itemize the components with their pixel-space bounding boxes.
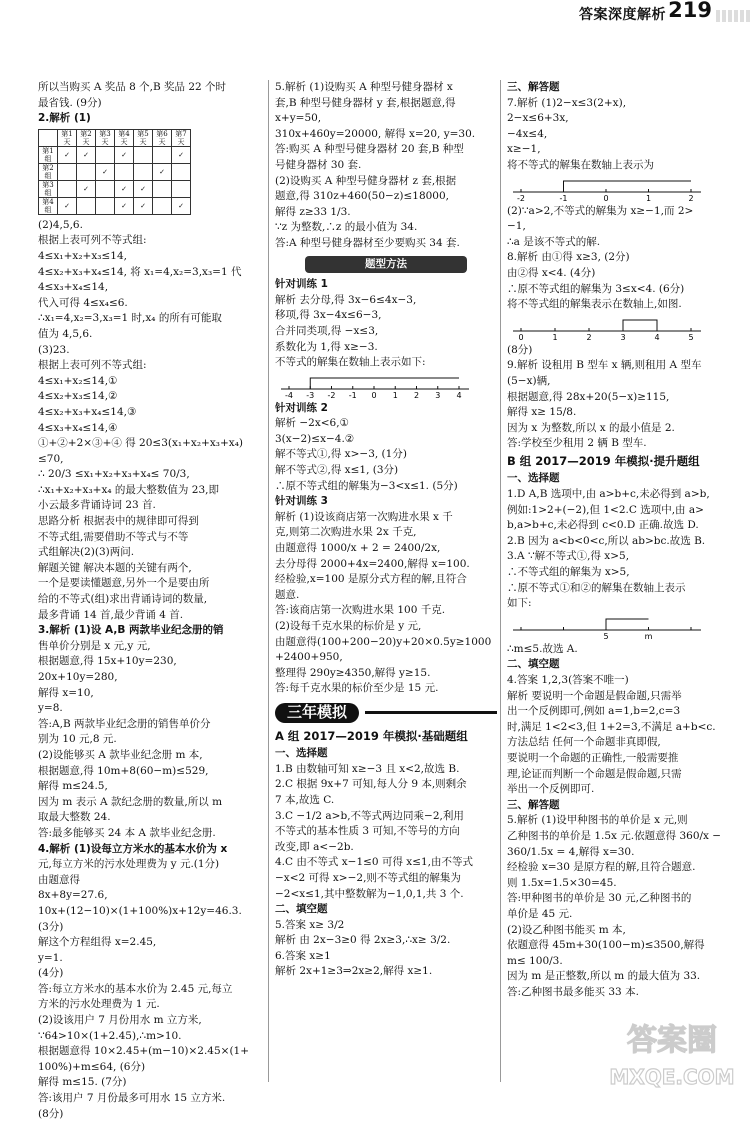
- col1-line: y=1.: [38, 951, 63, 964]
- table-cell: ✓: [58, 197, 77, 214]
- col1-line: 代入可得 4≤x₄≤6.: [38, 296, 128, 309]
- col1-line: 答:该用户 7 月份最多可用水 15 立方米.: [38, 1092, 226, 1105]
- table-cell: [153, 146, 172, 163]
- col1-line: ∵64>10×(1+2.45),∴m>10.: [38, 1029, 182, 1042]
- column-middle: [268, 80, 497, 1082]
- table-cell: ✓: [115, 180, 134, 197]
- solution-range: [606, 619, 649, 630]
- col3-line: 2−x≤6+3x,: [507, 112, 569, 125]
- col2-line: 答:A 种型号健身器材至少要购买 34 套.: [275, 236, 460, 249]
- table-header-cell: 第1天: [58, 129, 77, 146]
- col2-line: 由题意得(100+200−20)y+20×0.5y≥1000: [275, 635, 492, 648]
- axis-tick-label: 3: [620, 332, 626, 342]
- col2-line: 改变,即 a<−2b.: [275, 840, 354, 853]
- col3-line: 经检验 x=30 是原方程的解,且符合题意.: [507, 861, 696, 874]
- table-cell: [172, 180, 191, 197]
- three-year-label: 三年模拟: [275, 703, 359, 723]
- table-cell: [115, 163, 134, 180]
- col1-line: 根据题意得 10×2.45+(m−10)×2.45×(1+: [38, 1045, 250, 1058]
- col2-line: 答:每千克水果的标价至少是 15 元.: [275, 682, 439, 695]
- col2-line: 二、填空题: [275, 903, 328, 916]
- col1-line: 4≤x₁+x₂+x₃≤14,: [38, 249, 127, 262]
- table-cell: [153, 180, 172, 197]
- col1-line: (2)设能够买 A 款毕业纪念册 m 本,: [38, 748, 203, 761]
- col2-line: 移项,得 3x−4x≤6−3,: [275, 309, 382, 322]
- table-cell: ✓: [134, 180, 153, 197]
- col2-line: 310x+460y=20000, 解得 x=20, y=30.: [275, 127, 476, 140]
- col1-line: 答:最多能够买 24 本 A 款毕业纪念册.: [38, 826, 216, 839]
- col1-line: 式组解决(2)(3)两问.: [38, 546, 135, 559]
- col2-line: A 组 2017—2019 年模拟·基础题组: [275, 728, 468, 743]
- col2-line: 答:购买 A 种型号健身器材 20 套,B 种型: [275, 143, 464, 156]
- col3-line: 例如:1>2+(−2),但 1<2.C 选项中,由 a>: [507, 503, 704, 516]
- col3-line: 3.A ∵解不等式①,得 x>5,: [507, 550, 630, 563]
- header-title: 答案深度解析: [579, 7, 666, 23]
- col3-line: 如下:: [507, 597, 532, 610]
- table-cell: [58, 180, 77, 197]
- axis-tick-label: m: [644, 631, 653, 641]
- col3-line: (2)设乙种图书能买 m 本,: [507, 923, 626, 936]
- col2-line: 2.C 根据 9x+7 可知,每人分 9 本,则剩余: [275, 778, 467, 791]
- col2-line: 号健身器材 30 套.: [275, 158, 362, 171]
- col3-line: 三、解答题: [507, 81, 560, 93]
- col1-line: 解得 m≤24.5,: [38, 780, 108, 793]
- col1-line: ①+②+2×③+④ 得 20≤3(x₁+x₂+x₃+x₄): [38, 437, 243, 450]
- col3-line: 8.解析 由①得 x≥3, (2分): [507, 251, 630, 264]
- col2-line: 合并同类项,得 −x≤3,: [275, 324, 379, 337]
- col1-line: 最多背诵 14 首,最少背诵 4 首.: [38, 608, 184, 621]
- col2-line: 解析 去分母,得 3x−6≤4x−3,: [275, 293, 417, 306]
- table-cell: ✓: [77, 146, 96, 163]
- table-header-cell: 第5天: [134, 129, 153, 146]
- col2-line: 5.答案 x≥ 3/2: [275, 918, 345, 931]
- col2-line: (2)设每千克水果的标价是 y 元,: [275, 620, 422, 632]
- col1-line: 小云最多背诵诗词 23 首.: [38, 499, 156, 512]
- table-cell: [134, 163, 153, 180]
- col1-line: 值为 4,5,6.: [38, 327, 93, 340]
- table-header-cell: [39, 129, 58, 146]
- axis-tick-label: -4: [285, 390, 293, 400]
- col3-line: 答:乙种图书最多能买 33 本.: [507, 985, 639, 998]
- col2-line: 3(x−2)≤x−4.②: [275, 432, 355, 445]
- col2-line: 7 本,故选 C.: [275, 793, 335, 806]
- col3-line: 答:甲种图书的单价是 30 元,乙种图书的: [507, 892, 692, 905]
- method-banner: 题型方法: [305, 256, 467, 274]
- col3-line: (8分): [507, 343, 533, 356]
- number-line-q8: [507, 315, 707, 341]
- column-left: [38, 80, 260, 1120]
- col3-line: ∴原不等式组的解集为 3≤x<4. (6分): [507, 282, 685, 295]
- axis-tick-label: -1: [348, 390, 357, 400]
- axis-tick-label: 1: [645, 193, 652, 203]
- col3-line: 360/1.5x = 4,解得 x=30.: [507, 845, 635, 858]
- col2-line: 4.C 由不等式 x−1≤0 可得 x≤1,由不等式: [275, 856, 474, 869]
- number-line-b3: [507, 614, 707, 640]
- col3-line: 乙种图书的单价是 1.5x 元.依题意得 360/x −: [507, 829, 722, 842]
- axis-tick-label: -2: [327, 390, 336, 400]
- axis-tick-label: 0: [603, 193, 609, 203]
- table-header-cell: 第2天: [77, 129, 96, 146]
- table-cell: ✓: [172, 197, 191, 214]
- schedule-table: [38, 129, 191, 215]
- col2-line: 由题意得 1000/x + 2 = 2400/2x,: [275, 542, 441, 555]
- col1-line: 3.解析 (1)设 A,B 两款毕业纪念册的销: [38, 624, 224, 637]
- col2-line: +2400+950,: [275, 651, 343, 664]
- col2-line: −x<2 可得 x>−2,则不等式组的解集为: [275, 871, 461, 884]
- col1-line: 别为 10 元,8 元.: [38, 733, 117, 746]
- col2-line: 1.B 由数轴可知 x≥−3 且 x<2,故选 B.: [275, 762, 460, 775]
- col1-line: 所以当购买 A 奖品 8 个,B 奖品 22 个时: [38, 81, 227, 93]
- table-cell: ✓: [134, 197, 153, 214]
- col1-line: 由题意得: [38, 873, 80, 886]
- col3-line: (2)∵a>2,不等式的解集为 x≥−1,而 2>: [507, 204, 694, 217]
- col2-line: 解不等式①,得 x>−3, (1分): [275, 448, 407, 461]
- col2-line: 3.C −1/2 a>b,不等式两边同乘−2,利用: [275, 809, 464, 822]
- col2-line: 解析 2x+1≥3⇒2x≥2,解得 x≥1.: [275, 965, 433, 978]
- col1-line: 根据上表可列不等式组:: [38, 234, 147, 247]
- col3-line: 单价是 45 元.: [507, 907, 573, 920]
- col1-line: 4≤x₁+x₂≤14,①: [38, 374, 118, 387]
- table-cell: [172, 163, 191, 180]
- table-header-cell: 第6天: [153, 129, 172, 146]
- col1-line: 根据题意,得 10m+8(60−m)≤529,: [38, 764, 209, 777]
- table-cell: [77, 197, 96, 214]
- col3-line: x≥−1,: [507, 143, 541, 156]
- col1-line: 不等式组,需要借助不等式与不等: [38, 530, 189, 543]
- col3-line: 依题意得 45m+30(100−m)≤3500,解得: [507, 939, 705, 952]
- col2-line: 经检验,x=100 是原分式方程的解,且符合: [275, 573, 467, 586]
- col1-line: 方米的污水处理费为 1 元.: [38, 998, 160, 1011]
- col2-line: ∵z 为整数,∴z 的最小值为 34.: [275, 221, 418, 234]
- axis-tick-label: 2: [688, 193, 694, 203]
- col2-line: 去分母得 2000+4x=2400,解得 x=100.: [275, 557, 470, 570]
- col1-line: ∴x₁=4,x₂=3,x₃=1 时,x₄ 的所有可能取: [38, 312, 222, 325]
- axis-tick-label: 4: [654, 332, 660, 342]
- col1-line: 4≤x₂+x₃≤14,②: [38, 390, 118, 403]
- col1-line: 解得 m≤15. (7分): [38, 1076, 127, 1089]
- col3-line: 根据题意,得 28x+20(5−x)≥115,: [507, 390, 670, 403]
- col2-line: (2)设购买 A 种型号健身器材 z 套,根据: [275, 174, 457, 187]
- table-cell: ✓: [58, 146, 77, 163]
- table-cell: ✓: [115, 146, 134, 163]
- axis-tick-label: -1: [559, 193, 568, 203]
- col3-line: 时,满足 1<2<3,但 1+2=3,不满足 a+b<c.: [507, 720, 716, 733]
- header-decoration: [716, 10, 750, 22]
- col1-line: 因为 m 表示 A 款纪念册的数量,所以 m: [38, 795, 223, 808]
- col3-line: 一、选择题: [507, 472, 560, 485]
- col3-line: 将不等式组的解集表示在数轴上,如图.: [507, 298, 682, 311]
- table-cell: [153, 197, 172, 214]
- axis-tick-label: 0: [371, 390, 377, 400]
- col3-line: 解得 x≥ 15/8.: [507, 406, 577, 419]
- axis-tick-label: 4: [456, 390, 462, 400]
- col3-line: 7.解析 (1)2−x≤3(2+x),: [507, 96, 627, 109]
- page-header: [0, 0, 750, 32]
- col1-line: 售单价分别是 x 元,y 元,: [38, 639, 151, 652]
- col3-line: 方法总结 任何一个命题非真即假,: [507, 736, 661, 749]
- col2-line: 答:该商店第一次购进水果 100 千克.: [275, 604, 446, 617]
- col1-line: 思路分析 根据表中的规律即可得到: [38, 515, 199, 528]
- col1-line: 100%)+m≤64, (6分): [38, 1060, 146, 1073]
- col1-line: ∴ 20/3 ≤x₁+x₂+x₃+x₄≤ 70/3,: [38, 468, 190, 481]
- col2-line: 解不等式②,得 x≤1, (3分): [275, 464, 399, 477]
- col3-line: 因为 x 为整数,所以 x 的最小值是 2.: [507, 421, 675, 434]
- col2-line: 5.解析 (1)设购买 A 种型号健身器材 x: [275, 81, 453, 93]
- col2-line: 克,则第二次购进水果 2x 千克,: [275, 526, 417, 539]
- col3-line: 因为 m 是正整数,所以 m 的最大值为 33.: [507, 970, 701, 983]
- col1-line: 根据上表可列不等式组:: [38, 359, 147, 372]
- col3-line: b,a>b+c,未必得到 c<0.D 正确.故选 D.: [507, 519, 699, 532]
- solution-range: [564, 181, 692, 192]
- col1-line: 答:每立方米水的基本水价为 2.45 元,每立: [38, 982, 233, 995]
- col3-line: 则 1.5x=1.5×30=45.: [507, 876, 617, 889]
- col3-line: −4x≤4,: [507, 127, 548, 140]
- solution-range: [623, 320, 657, 331]
- axis-tick-label: 5: [688, 332, 694, 342]
- col3-line: 5.解析 (1)设甲种图书的单价是 x 元,则: [507, 814, 688, 827]
- col1-line: 解题关键 解决本题的关键有两个,: [38, 561, 192, 574]
- axis-tick-label: 2: [413, 390, 420, 400]
- col1-line: 根据题意,得 15x+10y=230,: [38, 655, 177, 668]
- col3-line: 2.B 因为 a<b<0<c,所以 ab>bc.故选 B.: [507, 534, 706, 547]
- col1-line: 一个是要读懂题意,另外一个是要由所: [38, 577, 210, 590]
- col2-line: 套,B 种型号健身器材 y 套,根据题意,得: [275, 96, 456, 109]
- table-row-label: 第2组: [39, 163, 58, 180]
- col3-line: 答:学校至少租用 2 辆 B 型车.: [507, 437, 647, 450]
- col3-line: ∴a 是该不等式的解.: [507, 235, 601, 248]
- col2-line: x+y=50,: [275, 112, 322, 125]
- col3-line: B 组 2017—2019 年模拟·提升题组: [507, 453, 700, 468]
- col2-line: 针对训练 1: [275, 278, 328, 291]
- table-cell: [96, 197, 115, 214]
- col2-line: 题意.: [275, 588, 300, 601]
- col3-line: −1,: [507, 220, 526, 233]
- col1-line: 4≤x₃+x₄≤14,④: [38, 421, 118, 434]
- col3-line: 出一个反例即可,例如 a=1,b=2,c=3: [507, 705, 681, 718]
- banner-rule: [365, 711, 497, 714]
- axis-tick-label: 1: [552, 332, 558, 342]
- solution-range: [310, 378, 459, 389]
- axis-tick-label: 5: [603, 631, 609, 641]
- col3-line: ∴不等式组的解集为 x>5,: [507, 566, 630, 579]
- table-cell: [96, 180, 115, 197]
- col3-line: 9.解析 设租用 B 型车 x 辆,则租用 A 型车: [507, 359, 702, 372]
- axis-tick-label: 3: [435, 390, 441, 400]
- col1-line: ∴x₁+x₂+x₃+x₄ 的最大整数值为 23,即: [38, 483, 219, 496]
- col1-line: 4.解析 (1)设每立方米水的基本水价为 x: [38, 842, 228, 855]
- axis-tick-label: 2: [586, 332, 592, 342]
- table-row-label: 第4组: [39, 197, 58, 214]
- col1-line: 4≤x₃+x₄≤14,: [38, 281, 109, 294]
- table-cell: ✓: [115, 197, 134, 214]
- column-right: [500, 80, 729, 1082]
- col3-line: 1.D A,B 选项中,由 a>b+c,未必得到 a>b,: [507, 488, 710, 501]
- col1-line: (2)4,5,6.: [38, 218, 83, 231]
- table-row-label: 第3组: [39, 180, 58, 197]
- number-line-training1: [275, 373, 475, 399]
- col3-line: 举出一个反例即可.: [507, 783, 595, 796]
- col1-line: 4≤x₂+x₃+x₄≤14,③: [38, 405, 137, 418]
- col2-line: 不等式的解集在数轴上表示如下:: [275, 356, 426, 369]
- col1-line: 最省钱. (9分): [38, 96, 102, 109]
- col2-line: 解析 (1)设该商店第一次购进水果 x 千: [275, 510, 453, 523]
- col3-line: m≤ 100/3.: [507, 954, 563, 967]
- col2-line: 解得 z≥33 1/3.: [275, 205, 351, 218]
- col1-line: (2)设该用户 7 月份用水 m 立方米,: [38, 1014, 202, 1027]
- col3-line: ∴m≤5.故选 A.: [507, 642, 578, 655]
- col2-line: 整理得 290y≥4350,解得 y≥15.: [275, 666, 431, 679]
- table-row-label: 第1组: [39, 146, 58, 163]
- axis-tick-label: -2: [517, 193, 525, 203]
- col2-line: 针对训练 3: [275, 495, 328, 508]
- table-cell: ✓: [96, 163, 115, 180]
- table-cell: ✓: [153, 163, 172, 180]
- axis-tick-label: 0: [518, 332, 524, 342]
- col1-line: (8分): [38, 1107, 64, 1120]
- col2-line: 6.答案 x≥1: [275, 949, 331, 962]
- col1-line: ≤70,: [38, 452, 64, 465]
- table-cell: ✓: [172, 146, 191, 163]
- col1-line: 2.解析 (1): [38, 112, 91, 125]
- col1-line: 取最大整数 24.: [38, 811, 111, 824]
- col3-line: 理,论证而判断一个命题是假命题,只需: [507, 767, 682, 780]
- col3-line: 三、解答题: [507, 798, 560, 811]
- axis-tick-label: 1: [392, 390, 398, 400]
- table-cell: [134, 146, 153, 163]
- table-header-cell: 第4天: [115, 129, 134, 146]
- col1-line: y=8.: [38, 702, 63, 715]
- col1-line: 4≤x₂+x₃+x₄≤14, 将 x₁=4,x₂=3,x₃=1 代: [38, 265, 242, 278]
- col2-line: 一、选择题: [275, 747, 328, 760]
- watermark-line1: 答案圈: [627, 1023, 717, 1058]
- col3-line: ∴原不等式①和②的解集在数轴上表示: [507, 581, 686, 594]
- col3-line: 将不等式的解集在数轴上表示为: [507, 158, 654, 171]
- three-year-banner: [275, 703, 497, 723]
- col1-line: (3分): [38, 920, 64, 933]
- col1-line: 给的不等式(组)求出背诵诗词的数量,: [38, 593, 208, 606]
- table-header-cell: 第3天: [96, 129, 115, 146]
- col3-line: (5−x)辆,: [507, 374, 551, 387]
- table-cell: [58, 163, 77, 180]
- col1-line: 解这个方程组得 x=2.45,: [38, 936, 157, 949]
- col2-line: 不等式的基本性质 3 可知,不等号的方向: [275, 825, 460, 838]
- page-number: 219: [668, 0, 712, 22]
- col2-line: 解析 由 2x−3≥0 得 2x≥3,∴x≥ 3/2.: [275, 934, 451, 947]
- watermark-line2: MXQE.COM: [609, 1065, 735, 1089]
- col3-line: 4.答案 1,2,3(答案不唯一): [507, 674, 629, 686]
- col1-line: (4分): [38, 967, 64, 980]
- col2-line: 解析 −2x<6,①: [275, 417, 349, 430]
- watermark-logo: [602, 1012, 742, 1094]
- table-header-cell: 第7天: [172, 129, 191, 146]
- col3-line: 二、填空题: [507, 658, 560, 671]
- col2-line: 系数化为 1,得 x≥−3.: [275, 340, 378, 353]
- col2-line: 针对训练 2: [275, 401, 328, 414]
- col1-line: 20x+10y=280,: [38, 671, 118, 683]
- table-cell: ✓: [77, 180, 96, 197]
- col2-line: 题意,得 310z+460(50−z)≤18000,: [275, 190, 450, 203]
- col1-line: 10x+(12−10)×(1+100%)x+12y=46.3.: [38, 904, 242, 917]
- col3-line: 要说明一个命题的正确性,一般需要推: [507, 751, 679, 764]
- col1-line: 8x+8y=27.6,: [38, 889, 108, 902]
- table-cell: [77, 163, 96, 180]
- col2-line: −2<x≤1,其中整数解为−1,0,1,共 3 个.: [275, 887, 464, 900]
- col1-line: 解得 x=10,: [38, 686, 94, 699]
- col3-line: 解析 要说明一个命题是假命题,只需举: [507, 689, 682, 702]
- col1-line: (3)23.: [38, 343, 70, 356]
- table-cell: [96, 146, 115, 163]
- col3-line: 由②得 x<4. (4分): [507, 266, 596, 279]
- number-line-q7: [507, 176, 707, 202]
- col1-line: 答:A,B 两款毕业纪念册的销售单价分: [38, 717, 211, 730]
- axis-tick-label: -3: [306, 390, 315, 400]
- col1-line: 元,每立方米的污水处理费为 y 元.(1分): [38, 858, 220, 871]
- col2-line: ∴原不等式组的解集为−3<x≤1. (5分): [275, 479, 458, 492]
